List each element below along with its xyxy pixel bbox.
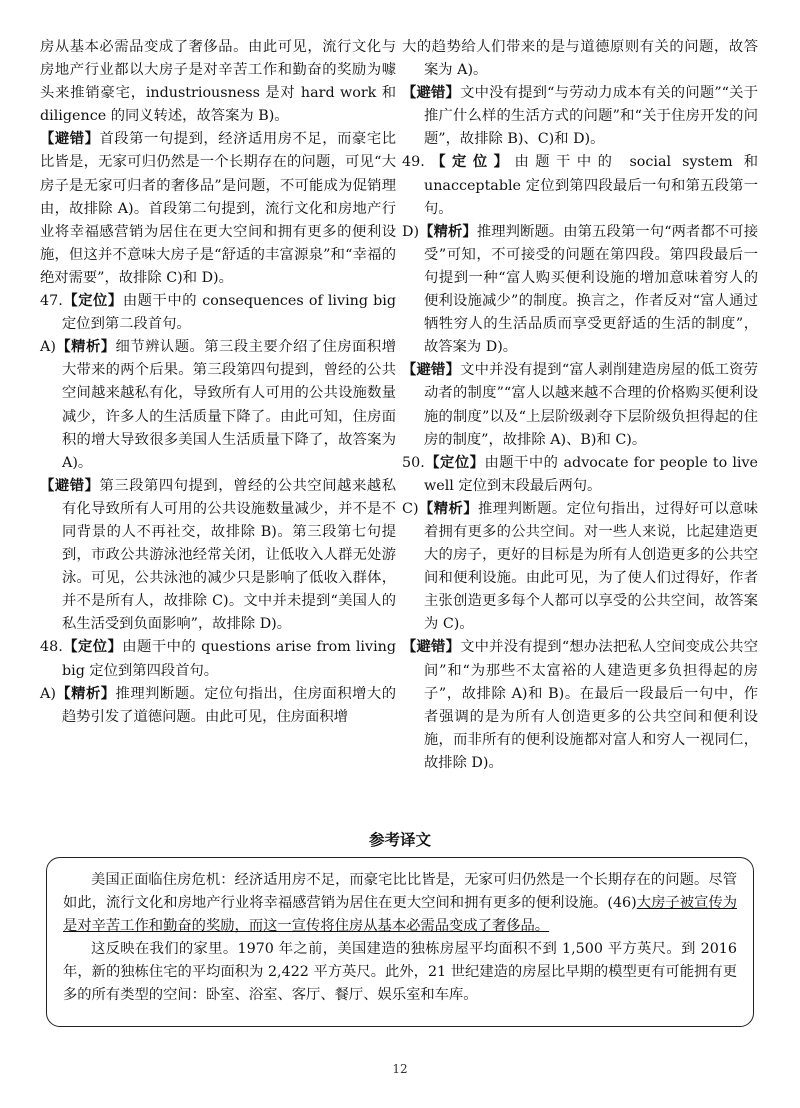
- question-48-analysis: A)【精析】推理判断题。定位句指出，住房面积增大的趋势引发了道德问题。由此可见，住房面积增: [40, 685, 397, 725]
- question-49-analysis: D)【精析】推理判断题。由第五段第一句“两者都不可接受”可知，不可接受的问题在第四段。第四段最后一句提到一种“富人购买便利设施的增加意味着穷人的便利设施减少”的制度。换言之，作者反对“富人通过牺牲穷人的生活品质而享受更舒适的生活的制度”，故答案为 D)。: [402, 223, 759, 356]
- translation-paragraph-1: 美国正面临住房危机：经济适用房不足，而豪宅比比皆是，无家可归仍然是一个长期存在的问题。尽管如此，流行文化和房地产行业将幸福感营销为居住在更大空间和拥有更多的便利设施。(46)大房子被宣传为是对辛苦工作和勤奋的奖励，而这一宣传将住房从基本必需品变成了奢侈品。: [63, 872, 738, 935]
- question-47-note: 【避错】第三段第四句提到，曾经的公共空间越来越私有化导致所有人可用的公共设施数量减少，并不是不同背景的人不再社交，故排除 B)。第三段第七句提到，市政公共游泳池经常关闭，让低收入人群无处游泳。可见，公共泳池的减少只是影响了低收入群体，并不是所有人，故排除 C)。文中并未提到“美国人的私生活受到负面影响”，故排除 D)。: [40, 477, 397, 633]
- left-column: [40, 36, 396, 729]
- question-50-note: 【避错】文中并没有提到“想办法把私人空间变成公共空间”和“为那些不太富裕的人建造更多负担得起的房子”，故排除 A)和 B)。在最后一段最后一句中，作者强调的是为所有人创造更多的公共空间和便利设施，而非所有的便利设施都对富人和穷人一视同仁，故排除 D)。: [402, 639, 759, 771]
- right-column: [402, 36, 758, 775]
- translation-paragraph-2: 这反映在我们的家里。1970 年之前，美国建造的独栋房屋平均面积不到 1,500 平方英尺。到 2016 年，新的独栋住宅的平均面积为 2,422 平方英尺。此外，21 世纪建造的房屋比早期的模型更有可能拥有更多的所有类型的空间：卧室、浴室、客厅、餐厅、娱乐室和车库。: [63, 941, 737, 1004]
- question-47-analysis: A)【精析】细节辨认题。第三段主要介绍了住房面积增大带来的两个后果。第三段第四句提到，曾经的公共空间越来越私有化，导致所有人可用的公共设施数量减少，许多人的生活质量下降了。由此可知，住房面积的增大导致很多美国人生活质量下降了，故答案为 A)。: [40, 339, 397, 471]
- section-title: 参考译文: [368, 831, 431, 849]
- answer-note: 【避错】首段第一句提到，经济适用房不足，而豪宅比比皆是，无家可归仍然是一个长期存在的问题，可见“大房子是无家可归者的奢侈品”是问题，不可能成为促销理由，故排除 A)。首段第二句提到，流行文化和房地产行业将幸福感营销为居住在更大空间和拥有更多的便利设施，但这并不意味大房子是“舒适的丰富源泉”和“幸福的绝对需要”，故排除 C)和 D)。: [40, 131, 397, 286]
- question-47-locate: 47.【定位】由题干中的 consequences of living big 定位到第二段首句。: [40, 293, 397, 333]
- question-48-locate: 48.【定位】由题干中的 questions arise from living big 定位到第四段首句。: [40, 639, 396, 679]
- page-number: 12: [392, 1062, 408, 1076]
- question-48-note: 【避错】文中没有提到“与劳动力成本有关的问题”“关于推广什么样的生活方式的问题”和“关于住房开发的问题”，故排除 B)、C)和 D)。: [402, 85, 758, 148]
- question-48-analysis-cont: 大的趋势给人们带来的是与道德原则有关的问题，故答案为 A)。: [402, 39, 758, 79]
- question-50-analysis: C)【精析】推理判断题。定位句指出，过得好可以意味着拥有更多的公共空间。对一些人来说，比起建造更大的房子，更好的目标是为所有人创造更多的公共空间和便利设施。由此可见，为了使人们过得好，作者主张创造更多每个人都可以享受的公共空间，故答案为 C)。: [402, 500, 759, 633]
- question-49-locate: 49.【定位】由题干中的 social system 和 unacceptable 定位到第四段最后一句和第五段第一句。: [402, 154, 758, 217]
- underlined-sentence: 大房子被宣传为是对辛苦工作和勤奋的奖励，而这一宣传将住房从基本必需品变成了奢侈品。: [63, 895, 738, 935]
- question-50-locate: 50.【定位】由题干中的 advocate for people to live well 定位到末段最后两句。: [402, 454, 758, 494]
- answer-continuation: 房从基本必需品变成了奢侈品。由此可见，流行文化与房地产行业都以大房子是对辛苦工作和勤奋的奖励为噱头来推销豪宅，industriousness 是对 hard work 和 diligence 的同义转述，故答案为 B)。: [40, 39, 396, 125]
- question-49-note: 【避错】文中并没有提到“富人剥削建造房屋的低工资劳动者的制度”“富人以越来越不合理的价格购买便利设施的制度”以及“上层阶级剥夺下层阶级负担得起的住房的制度”，故排除 A)、B)和 C)。: [402, 362, 759, 448]
- translation-box: [46, 857, 754, 1027]
